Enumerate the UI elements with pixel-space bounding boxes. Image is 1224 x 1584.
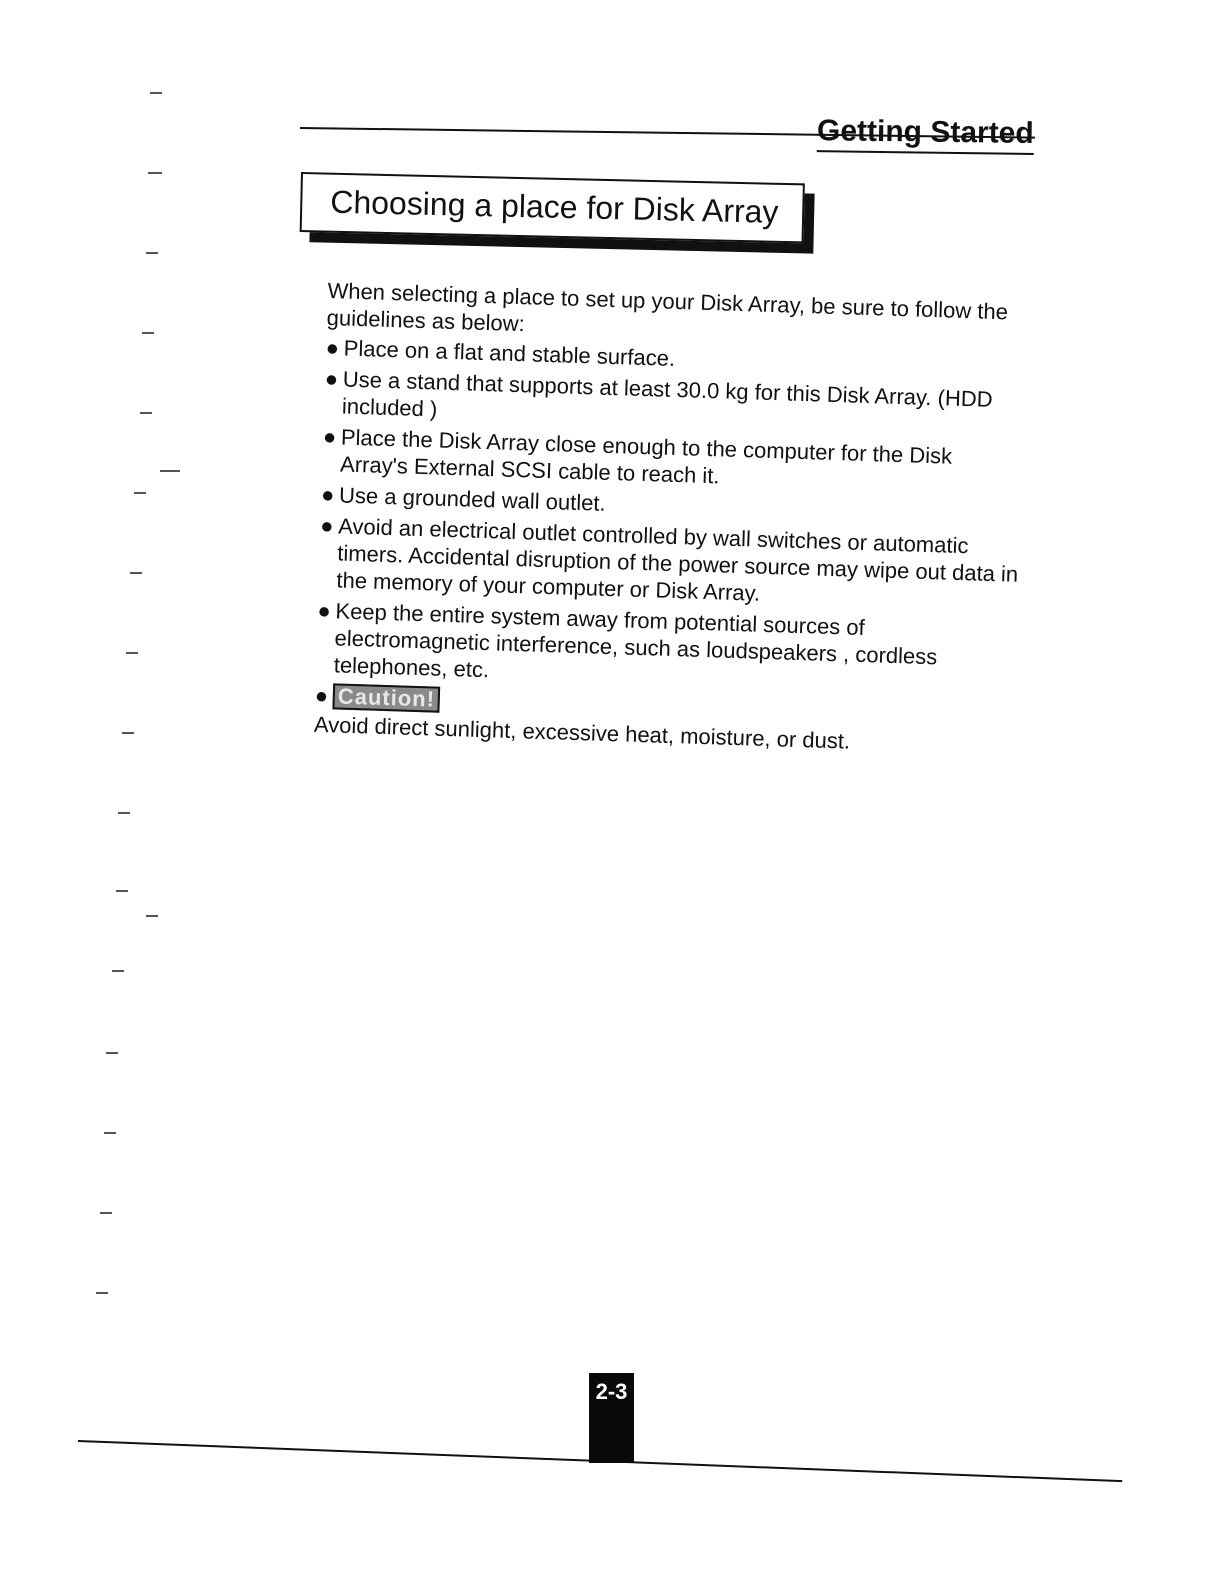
running-title: Getting Started [817,114,1035,150]
intro-paragraph: When selecting a place to set up your Disk Array, be sure to follow the guidelines as below: [326,277,1009,337]
margin-mark [142,332,154,334]
guideline-text: Keep the entire system away from potential sources of electromagnetic interference, such as loudspeakers , cordless telephones, etc. [333,598,938,683]
margin-mark [100,1212,112,1214]
margin-mark [126,652,138,654]
margin-mark [112,970,124,972]
margin-mark [106,1052,118,1054]
bullet-icon: ● [322,423,337,450]
guideline-list [315,334,1025,700]
margin-mark [150,92,162,94]
margin-mark [134,492,146,494]
section-title: Choosing a place for Disk Array [329,183,779,230]
guideline-text: Use a stand that supports at least 30.0 kg for this Disk Array. (HDD included ) [341,366,993,422]
bullet-icon: ● [324,365,339,392]
margin-mark [130,572,142,574]
margin-mark [96,1292,108,1294]
margin-mark [122,732,134,734]
guideline-text: Avoid an electrical outlet controlled by wall switches or automatic timers. Accidental disruption of the power source may wipe out data in the memory of your computer or Disk Array. [336,513,1019,606]
content-body [314,277,1028,760]
margin-mark [140,412,152,414]
bullet-icon: ● [317,597,332,624]
margin-mark [104,1132,116,1134]
bullet-icon: ● [314,682,329,709]
margin-mark [118,812,130,814]
margin-mark [146,252,158,254]
caution-text: Avoid direct sunlight, excessive heat, moisture, or dust. [313,711,851,754]
bullet-icon: ● [319,512,334,539]
guideline-text: Use a grounded wall outlet. [338,482,607,516]
page-number: 2-3 [595,1379,628,1404]
guideline-text: Place on a flat and stable surface. [343,335,676,371]
margin-mark [116,890,128,892]
section-title-box [300,172,805,243]
margin-mark [146,915,158,917]
page-number-tab [589,1373,634,1463]
guideline-text: Place the Disk Array close enough to the computer for the Disk Array's External SCSI cable to reach it. [339,424,953,489]
margin-mark [160,470,180,472]
margin-mark [148,172,162,174]
bullet-icon: ● [320,481,335,508]
caution-label: Caution! [332,683,440,712]
bullet-icon: ● [325,334,340,361]
